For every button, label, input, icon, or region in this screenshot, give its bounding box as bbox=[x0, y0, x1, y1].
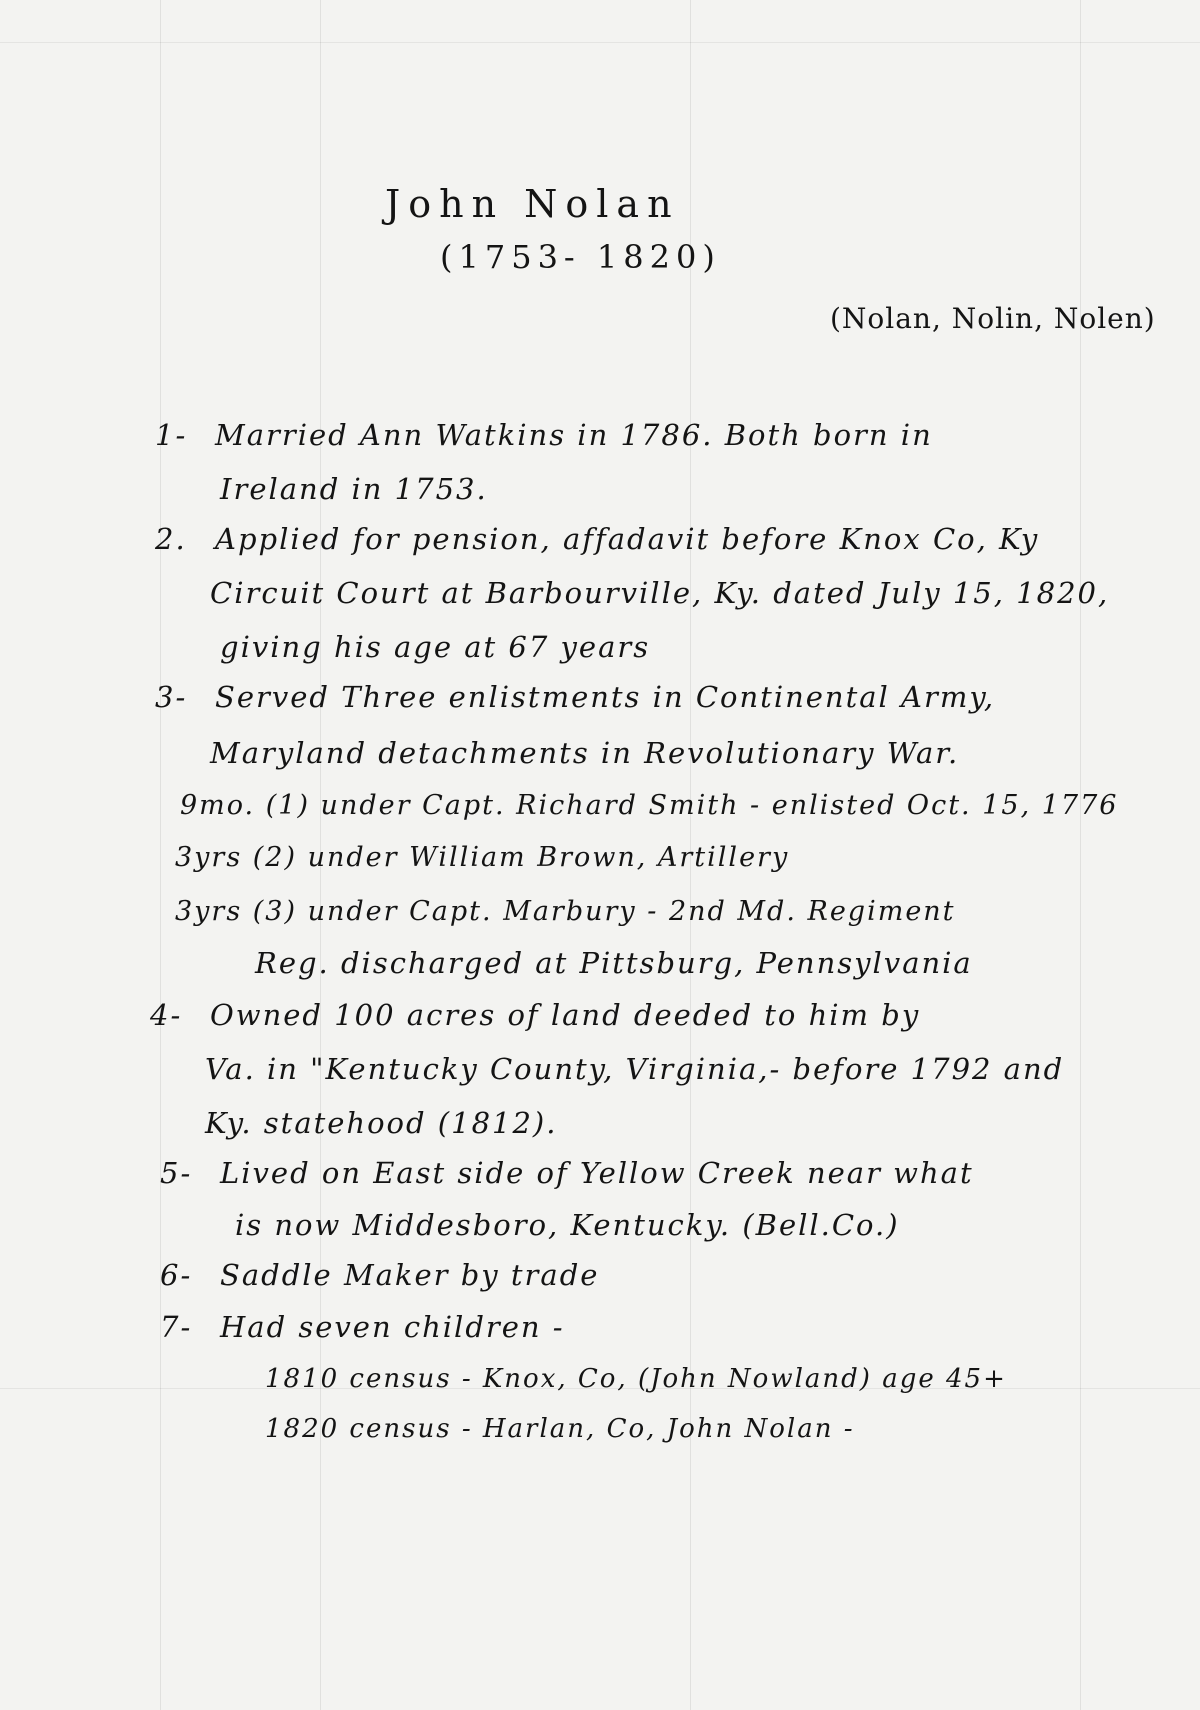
item-line: Va. in "Kentucky County, Virginia,- before 1792 and bbox=[205, 1052, 1065, 1086]
list-item bbox=[155, 522, 1039, 556]
list-item bbox=[155, 418, 933, 452]
item-line: Ireland in 1753. bbox=[220, 472, 488, 506]
item-line: Married Ann Watkins in 1786. Both born in bbox=[215, 418, 933, 452]
item-line: Saddle Maker by trade bbox=[220, 1258, 600, 1292]
item-number: 3- bbox=[155, 680, 188, 714]
item-line: 1820 census - Harlan, Co, John Nolan - bbox=[265, 1414, 855, 1444]
item-line: Circuit Court at Barbourville, Ky. dated July 15, 1820, bbox=[210, 576, 1110, 610]
scan-line bbox=[160, 0, 161, 1710]
list-item bbox=[160, 1258, 599, 1292]
list-item bbox=[155, 680, 995, 714]
item-line: 3yrs (2) under William Brown, Artillery bbox=[175, 842, 790, 873]
item-line: 1810 census - Knox, Co, (John Nowland) age 45+ bbox=[265, 1364, 1007, 1394]
scan-line bbox=[0, 42, 1200, 43]
item-line: Ky. statehood (1812). bbox=[205, 1106, 558, 1140]
item-line: Served Three enlistments in Continental Army, bbox=[215, 680, 996, 714]
item-line: 3yrs (3) under Capt. Marbury - 2nd Md. Regiment bbox=[175, 896, 956, 927]
item-number: 7- bbox=[160, 1310, 193, 1344]
life-dates: (1753- 1820) bbox=[440, 238, 721, 276]
item-line: giving his age at 67 years bbox=[220, 630, 651, 664]
item-number: 6- bbox=[160, 1258, 193, 1292]
document-title: John Nolan bbox=[385, 182, 680, 226]
list-item bbox=[150, 998, 920, 1032]
item-number: 5- bbox=[160, 1156, 193, 1190]
item-line: is now Middesboro, Kentucky. (Bell.Co.) bbox=[235, 1208, 900, 1242]
item-line: Reg. discharged at Pittsburg, Pennsylvania bbox=[255, 946, 973, 980]
item-number: 4- bbox=[150, 998, 183, 1032]
item-number: 2. bbox=[155, 522, 187, 556]
item-line: Maryland detachments in Revolutionary War. bbox=[210, 736, 960, 770]
list-item bbox=[160, 1156, 974, 1190]
item-line: Lived on East side of Yellow Creek near what bbox=[220, 1156, 974, 1190]
name-variants: (Nolan, Nolin, Nolen) bbox=[830, 302, 1156, 335]
scan-line bbox=[1080, 0, 1081, 1710]
item-line: Had seven children - bbox=[220, 1310, 565, 1344]
item-number: 1- bbox=[155, 418, 188, 452]
item-line: Owned 100 acres of land deeded to him by bbox=[210, 998, 921, 1032]
item-line: Applied for pension, affadavit before Knox Co, Ky bbox=[215, 522, 1040, 556]
list-item bbox=[160, 1310, 565, 1344]
item-line: 9mo. (1) under Capt. Richard Smith - enlisted Oct. 15, 1776 bbox=[180, 790, 1119, 821]
